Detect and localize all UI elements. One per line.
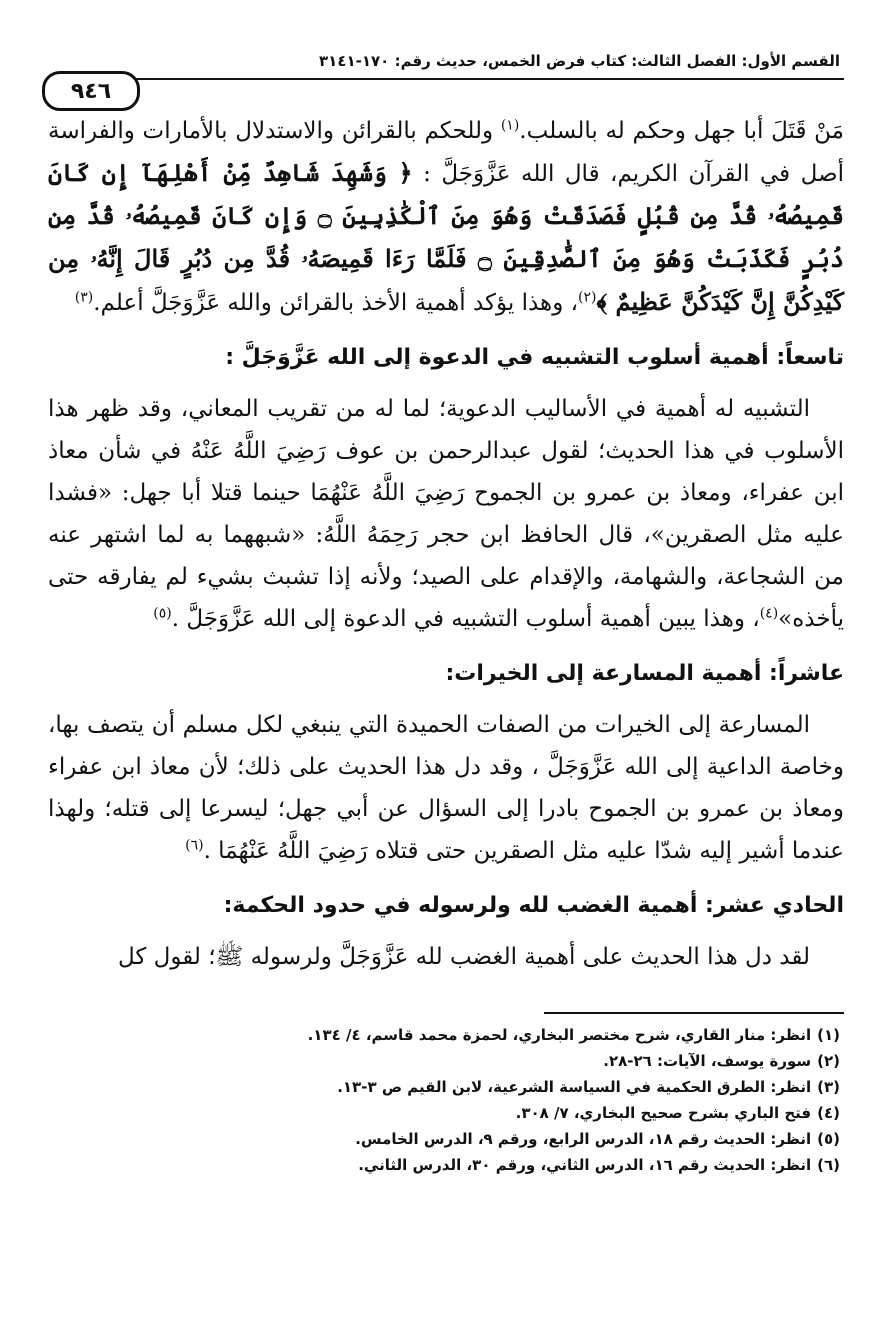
footnote-number: (٥) [817,1130,840,1148]
section-heading-11: الحادي عشر: أهمية الغضب لله ولرسوله في حدود الحكمة: [223,893,844,918]
section-10-text-1: المسارعة إلى الخيرات من الصفات الحميدة التي ينبغي لكل مسلم أن يتصف بها، وخاصة الداعية إلى الله عَزَّوَجَلَّ ، وقد دل هذا الحديث على ذلك؛ لأن معاذ ابن عفراء ومعاذ بن عمرو بن الجموح بادرا إلى السؤال عن أبي جهل؛ ليسرعا إلى قتله؛ ولهذا عندما أشير إليه شدّا عليه مثل الصقرين حتى قتلاه رَضِيَ اللَّهُ عَنْهُمَا . [48,712,844,864]
header-title: القسم الأول: الفصل الثالث: كتاب فرض الخمس، حديث رقم: ١٧٠-٣١٤١ [319,52,840,70]
footnote-number: (٢) [817,1052,840,1070]
intro-text-3: ، وهذا يؤكد أهمية الأخذ بالقرائن والله عَزَّوَجَلَّ أعلم. [93,290,579,316]
book-page [48,38,844,1293]
running-header [48,38,844,104]
footnote-ref-1[interactable]: (١) [500,117,520,134]
section-9-text-2: ، وهذا يبين أهمية أسلوب التشبيه في الدعوة إلى الله عَزَّوَجَلَّ . [171,606,760,632]
footnote-ref-6[interactable]: (٦) [185,837,204,854]
footnote-ref-2[interactable]: (٢) [578,289,597,306]
footnote-text: انظر: الحديث رقم ١٨، الدرس الرابع، ورقم ٩، الدرس الخامس. [355,1130,812,1148]
footnote-text: انظر: منار القاري، شرح مختصر البخاري، لحمزة محمد قاسم، ٤/ ١٣٤. [307,1026,812,1044]
footnote-item [48,1074,844,1100]
section-11-text-1: لقد دل هذا الحديث على أهمية الغضب لله عَزَّوَجَلَّ ولرسوله ﷺ؛ لقول كل [117,944,810,970]
section-10-paragraph [48,704,844,872]
footnote-item [48,1022,844,1048]
footnote-text: انظر: الطرق الحكمية في السياسة الشرعية، لابن القيم ص ٣-١٣. [337,1078,812,1096]
section-heading-9: تاسعاً: أهمية أسلوب التشبيه في الدعوة إلى الله عَزَّوَجَلَّ : [225,345,844,370]
footnote-item [48,1126,844,1152]
section-9-text-1: التشبيه له أهمية في الأساليب الدعوية؛ لما له من تقريب المعاني، وقد ظهر هذا الأسلوب في هذا الحديث؛ لقول عبدالرحمن بن عوف رَضِيَ اللَّهُ عَنْهُ في شأن معاذ ابن عفراء، ومعاذ بن عمرو بن الجموح رَضِيَ اللَّهُ عَنْهُمَا حينما قتلا أبا جهل: «فشدا عليه مثل الصقرين»، قال الحافظ ابن حجر رَحِمَهُ اللَّهُ: «شبههما به لما اشتهر عنه من الشجاعة، والشهامة، والإقدام على الصيد؛ ولأنه إذا تشبث بشيء لم يفارقه حتى يأخذه» [48,396,844,632]
footnote-item [48,1048,844,1074]
section-9-paragraph [48,388,844,640]
footnote-number: (٣) [817,1078,840,1096]
section-heading-10: عاشراً: أهمية المسارعة إلى الخيرات: [445,661,844,686]
quran-verse: ﴿ وَشَهِدَ شَاهِدٌ مِّنْ أَهْلِهَآ إِن كَانَ قَمِيصُهُۥ قُدَّ مِن قُبُلٍ فَصَدَقَتْ وَهُوَ مِنَ ٱلْكَٰذِبِينَ ۝ وَإِن كَانَ قَمِيصُهُۥ قُدَّ مِن دُبُرٍ فَكَذَبَتْ وَهُوَ مِنَ ٱلصَّٰدِقِينَ ۝ فَلَمَّا رَءَا قَمِيصَهُۥ قُدَّ مِن دُبُرٍ قَالَ إِنَّهُۥ مِن كَيْدِكُنَّ إِنَّ كَيْدَكُنَّ عَظِيمٌ ﴾ [48,158,845,316]
footnote-ref-3[interactable]: (٣) [74,289,94,306]
footnote-text: انظر: الحديث رقم ١٦، الدرس الثاني، ورقم ٣٠، الدرس الثاني. [358,1156,812,1174]
section-11-paragraph [48,936,844,978]
footnote-text: فتح الباري بشرح صحيح البخاري، ٧/ ٣٠٨. [515,1104,812,1122]
footnote-number: (٦) [817,1156,840,1174]
footnote-item [48,1152,844,1178]
intro-paragraph [48,110,844,324]
footnote-ref-5[interactable]: (٥) [153,605,172,622]
footnote-item [48,1100,844,1126]
footnote-number: (١) [817,1026,840,1044]
footnote-ref-4[interactable]: (٤) [759,605,779,622]
header-rule [48,78,844,80]
page-number: ٩٤٦ [42,71,140,111]
intro-text-1: مَنْ قَتَلَ أبا جهل وحكم له بالسلب. [519,118,844,144]
footnotes-list [48,1022,844,1178]
footnote-divider [544,1012,844,1014]
intro-text-2: وللحكم بالقرائن والاستدلال بالأمارات والفراسة أصل في القرآن الكريم، قال الله عَزَّوَجَلَّ : [48,118,844,187]
page-content [48,110,844,1178]
footnote-text: سورة يوسف، الآيات: ٢٦-٢٨. [603,1052,812,1070]
footnote-number: (٤) [817,1104,840,1122]
